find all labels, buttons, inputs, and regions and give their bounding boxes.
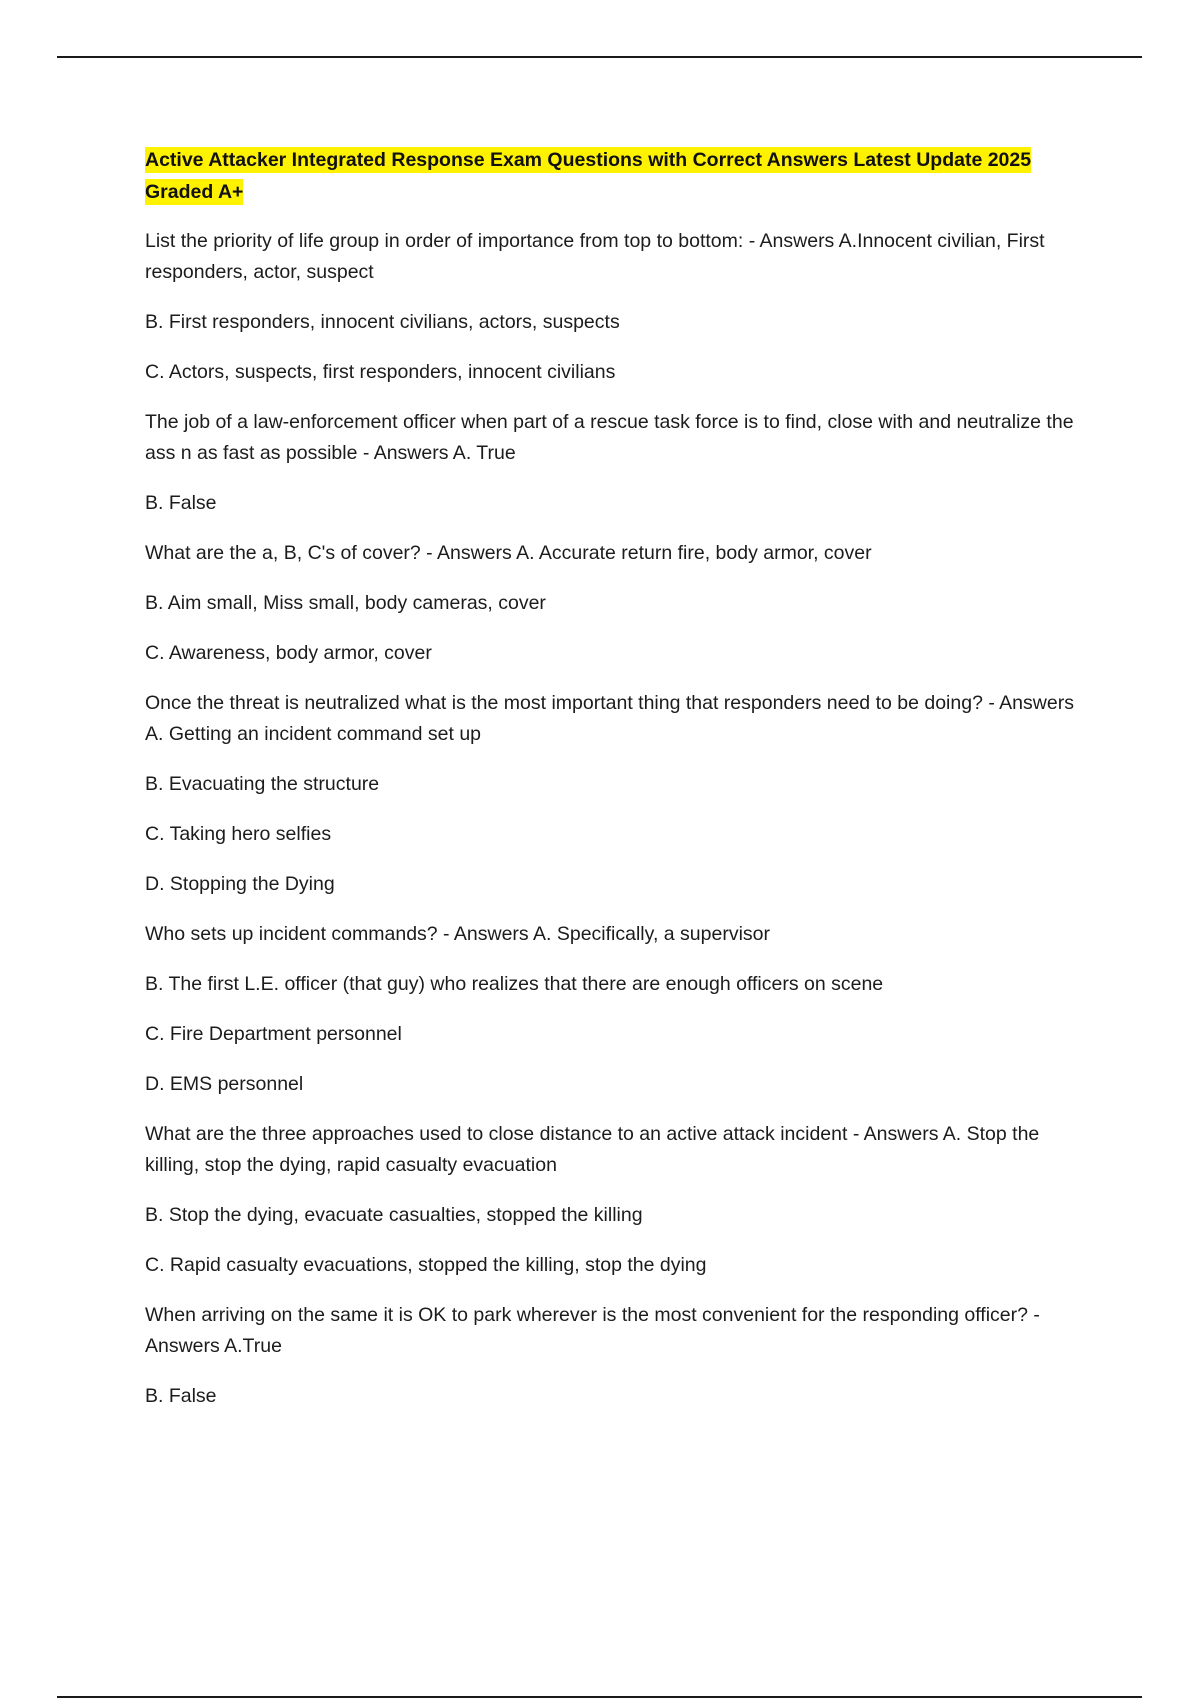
answer-option: C. Fire Department personnel xyxy=(145,1023,402,1045)
answer-option: D. Stopping the Dying xyxy=(145,873,335,895)
answer-option: B. False xyxy=(145,1385,217,1407)
answer-option: B. First responders, innocent civilians, actors, suspects xyxy=(145,311,620,333)
document-title xyxy=(145,144,1090,208)
answer-option: B. The first L.E. officer (that guy) who realizes that there are enough officers on scene xyxy=(145,973,884,995)
answer-option: C. Awareness, body armor, cover xyxy=(145,642,432,664)
title-highlight: Active Attacker Integrated Response Exam Questions with Correct Answers Latest Update 2025 Graded A+ xyxy=(145,149,1032,203)
question-paragraph: Once the threat is neutralized what is the most important thing that responders need to be doing? - Answers A. Getting an incident command set up xyxy=(145,692,1074,745)
question-paragraph: List the priority of life group in order of importance from top to bottom: - Answers A.Innocent civilian, First responders, actor, suspect xyxy=(145,230,1045,283)
document-body xyxy=(145,144,1090,1431)
question-paragraph: The job of a law-enforcement officer when part of a rescue task force is to find, close with and neutralize the ass n as fast as possible - Answers A. True xyxy=(145,411,1074,464)
top-rule xyxy=(57,56,1142,58)
answer-option: B. False xyxy=(145,492,217,514)
answer-option: C. Actors, suspects, first responders, innocent civilians xyxy=(145,361,616,383)
answer-option: C. Taking hero selfies xyxy=(145,823,332,845)
answer-option: C. Rapid casualty evacuations, stopped the killing, stop the dying xyxy=(145,1254,707,1276)
question-paragraph: What are the a, B, C's of cover? - Answers A. Accurate return fire, body armor, cover xyxy=(145,542,872,564)
answer-option: B. Stop the dying, evacuate casualties, stopped the killing xyxy=(145,1204,643,1226)
answer-option: B. Evacuating the structure xyxy=(145,773,380,795)
question-paragraph: Who sets up incident commands? - Answers A. Specifically, a supervisor xyxy=(145,923,770,945)
question-paragraph: What are the three approaches used to close distance to an active attack incident - Answers A. Stop the killing, stop the dying, rapid casualty evacuation xyxy=(145,1123,1040,1176)
bottom-rule xyxy=(57,1696,1142,1698)
answer-option: B. Aim small, Miss small, body cameras, cover xyxy=(145,592,546,614)
answer-option: D. EMS personnel xyxy=(145,1073,304,1095)
question-paragraph: When arriving on the same it is OK to park wherever is the most convenient for the responding officer? - Answers A.True xyxy=(145,1304,1040,1357)
